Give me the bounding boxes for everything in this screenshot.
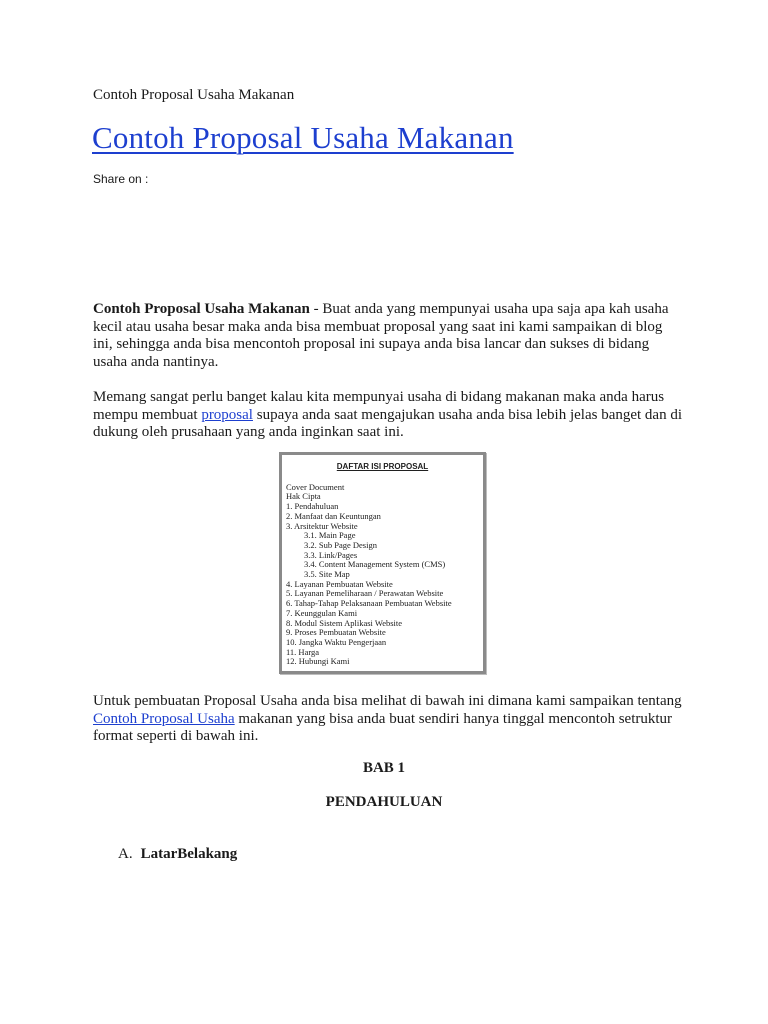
figure-list-item: 1. Pendahuluan [286,501,339,512]
third-paragraph [93,693,683,746]
intro-paragraph [93,301,683,371]
subsection-letter: A. [118,846,133,862]
table-of-contents-image [279,452,486,674]
figure-list-item: 4. Layanan Pembuatan Website [286,578,393,589]
share-label: Share on : [93,172,149,186]
figure-list-item: 3.5. Site Map [304,569,350,580]
third-paragraph-text-after: makanan yang bisa anda buat sendiri hanya tinggal mencontoh setruktur format seperti di bawah ini. [93,710,673,744]
figure-list-item: Cover Document [286,481,345,492]
chapter-title: PENDAHULUAN [325,794,443,810]
proposal-link[interactable]: proposal [201,406,253,423]
intro-bold-lead: Contoh Proposal Usaha Makanan [93,301,310,317]
figure-list-item: 3.2. Sub Page Design [304,539,377,550]
contoh-proposal-usaha-link[interactable]: Contoh Proposal Usaha [93,710,235,727]
second-paragraph-text-before: Memang sangat perlu banget kalau kita mempunyai usaha di bidang makanan maka anda harus mempu membuat [93,389,665,423]
figure-list-item: 6. Tahap-Tahap Pelaksanaan Pembuatan Website [286,598,452,609]
figure-list-item: 3.3. Link/Pages [304,549,358,560]
figure-list-item: 8. Modul Sistem Aplikasi Website [286,617,403,628]
subsection-title: LatarBelakang [140,846,238,862]
figure-list-item: 3. Arsitektur Website [286,520,358,531]
chapter-heading: BAB 1 [362,760,406,776]
figure-item-list [286,483,479,667]
subsection-heading [118,845,237,863]
figure-list-item: 10. Jangka Waktu Pengerjaan [286,636,387,647]
figure-list-item: 3.1. Main Page [304,530,356,541]
figure-title: DAFTAR ISI PROPOSAL [336,462,429,471]
article-title-link[interactable]: Contoh Proposal Usaha Makanan [92,120,514,155]
third-paragraph-text-before: Untuk pembuatan Proposal Usaha anda bisa melihat di bawah ini dimana kami sampaikan tentang [93,693,682,709]
figure-list-item: 11. Harga [286,646,320,657]
second-paragraph [93,389,683,442]
document-small-title: Contoh Proposal Usaha Makanan [93,87,295,103]
figure-list-item: 5. Layanan Pemeliharaan / Perawatan Website [286,588,444,599]
figure-list-item: 3.4. Content Management System (CMS) [304,559,446,570]
intro-text: - Buat anda yang mempunyai usaha upa saja apa kah usaha kecil atau usaha besar maka anda bisa membuat proposal yang saat ini kami sampaikan di blog ini, sehingga anda bisa mencontoh proposal ini supaya anda bisa lancar dan sukses di bidang usaha anda nantinya. [93,301,669,370]
figure-list-item: 12. Hubungi Kami [286,656,350,667]
figure-list-item: 9. Proses Pembuatan Website [286,627,386,638]
figure-list-item: 7. Keunggulan Kami [286,607,358,618]
second-paragraph-text-after: supaya anda saat mengajukan usaha anda bisa lebih jelas banget dan di dukung oleh prusahaan yang anda inginkan saat ini. [93,406,683,440]
figure-list-item: Hak Cipta [286,491,321,502]
figure-list-item: 2. Manfaat dan Keuntungan [286,510,381,521]
